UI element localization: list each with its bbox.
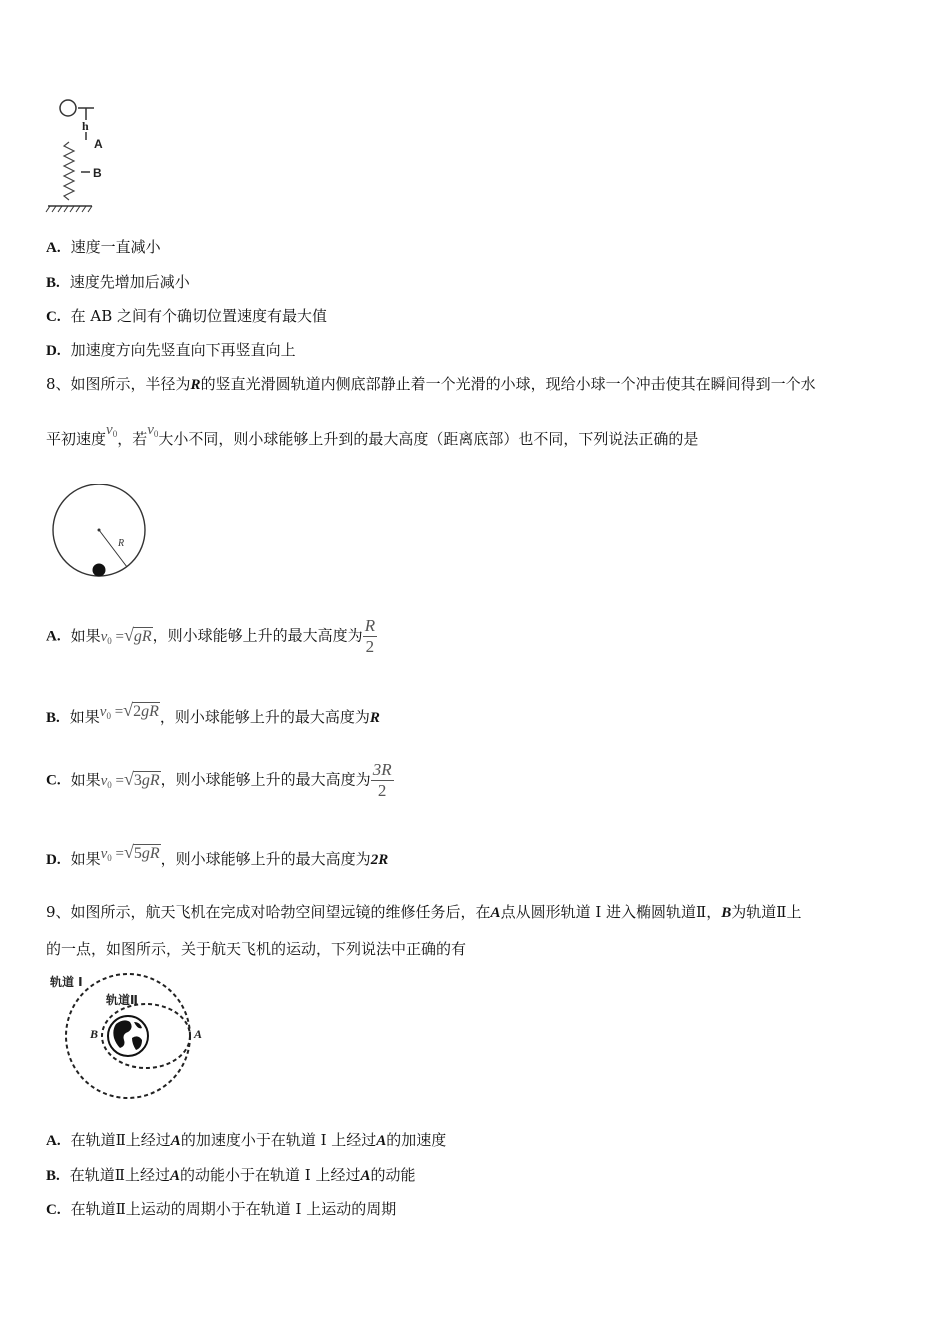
q8-option-b[interactable]: B. 如果$v_0 =√2gR$，则小球能够上升的最大高度为R (46, 700, 380, 726)
q7-option-a[interactable] (46, 236, 161, 257)
formula: $v_0 =√2gR$ (99, 700, 159, 721)
q9-stem-line2: 的一点，如图所示，关于航天飞机的运动，下列说法中正确的有 (46, 940, 467, 958)
q9-option-a[interactable]: A. 在轨道Ⅱ上经过A的加速度小于在轨道 I 上经过A的加速度 (46, 1131, 447, 1149)
q7-option-b[interactable] (46, 271, 190, 292)
label-b: B (93, 166, 102, 180)
option-letter: B. (46, 710, 60, 726)
option-letter: C. (46, 772, 61, 789)
q7-option-c[interactable] (46, 305, 327, 326)
orbit2-label: 轨道Ⅱ (106, 993, 138, 1007)
ground-hatch (46, 206, 92, 212)
formula: $v_0 =√5gR$ (100, 842, 160, 863)
option-text: 在 AB 之间有个确切位置速度有最大值 (70, 307, 327, 325)
q8-option-c[interactable]: C. 如果$v_0 =√3gR$，则小球能够上升的最大高度为 $\frac{3R}{2}$ (46, 760, 392, 800)
q8-option-d[interactable]: D. 如果$v_0 =√5gR$，则小球能够上升的最大高度为2R (46, 842, 389, 868)
q7-option-d[interactable] (46, 339, 296, 360)
q8-stem-line1: 8、如图所示，半径为R的竖直光滑圆轨道内侧底部静止着一个光滑的小球，现给小球一个冲击使其在瞬间得到一个水 (46, 375, 816, 393)
circle-track-figure (46, 484, 156, 584)
option-letter: B. (46, 275, 60, 291)
option-letter: B. (46, 1168, 60, 1184)
q9-option-b[interactable]: B. 在轨道Ⅱ上经过A的动能小于在轨道 I 上经过A的动能 (46, 1166, 416, 1184)
option-text: 速度一直减小 (70, 238, 161, 256)
option-text: 加速度方向先竖直向下再竖直向上 (70, 341, 296, 359)
option-letter: A. (46, 240, 61, 256)
option-letter: A. (46, 1133, 61, 1149)
q9-option-c[interactable]: C. 在轨道Ⅱ上运动的周期小于在轨道 I 上运动的周期 (46, 1200, 397, 1218)
option-letter: D. (46, 852, 61, 868)
option-letter: C. (46, 1202, 61, 1218)
orbit-figure (46, 972, 216, 1102)
option-letter: D. (46, 343, 61, 359)
small-ball (93, 564, 106, 577)
spring-figure (44, 96, 114, 216)
option-letter: A. (46, 628, 61, 645)
radius-label: R (118, 538, 125, 549)
ball (60, 100, 76, 116)
point-a-label: A (194, 1027, 203, 1041)
point-b-label: B (90, 1027, 99, 1041)
q9-stem-line1: 9、如图所示，航天飞机在完成对哈勃空间望远镜的维修任务后，在A点从圆形轨道 I 进入椭圆轨道Ⅱ，B为轨道Ⅱ上 (46, 903, 802, 921)
option-letter: C. (46, 309, 61, 325)
orbit1-label: 轨道 I (50, 975, 83, 989)
option-text: 速度先增加后减小 (69, 273, 190, 291)
spring (64, 142, 74, 200)
formula: $v_0 =√gR$ (100, 624, 152, 646)
formula: $v_0 =√3gR$ (100, 768, 160, 790)
answer-fraction: $\frac{3R}{2}$ (372, 760, 392, 800)
label-a: A (94, 137, 103, 151)
answer-fraction: $\frac{R}{2}$ (364, 616, 376, 656)
q8-stem-line2: 平初速度$v_0$，若$v_0$大小不同，则小球能够上升到的最大高度（距离底部）也不同，下列说法正确的是 (46, 422, 699, 448)
q8-option-a[interactable]: A. 如果$v_0 =√gR$，则小球能够上升的最大高度为 $\frac{R}{2}$ (46, 616, 376, 656)
label-h: h (82, 119, 89, 133)
